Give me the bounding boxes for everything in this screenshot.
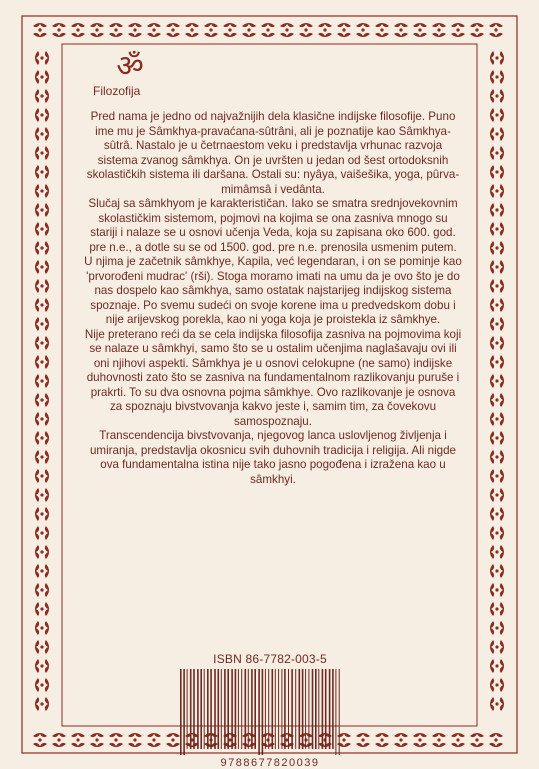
barcode-digits: 9788677820039	[220, 757, 320, 769]
isbn-label: ISBN 86-7782-003-5	[213, 652, 327, 666]
isbn-block	[174, 652, 366, 769]
description-paragraph-3: Nije preterano reći da se cela indijska filosofija zasniva na pojmovima koji se nalaze u sâmkhyi, samo što se u ostalim učenjima naglašavaju ovi ili oni njihovi aspekti. Sâmkhya je u osnovi celokupne (ne samo) indijske duhovnosti zato što se zasniva na fundamentalnom razlikovanju puruše i prakrti. To su dva osnovna pojma sâmkhye. Ovo razlikovanje je osnova za spoznaju bivstvovanja kakvo jeste i, samim tim, za čovekovu samospoznaju.	[84, 327, 462, 428]
om-icon: ॐ	[116, 49, 144, 84]
barcode	[174, 669, 366, 769]
publisher-logo	[93, 49, 160, 98]
publisher-name: Filozofija	[93, 84, 141, 98]
description-paragraph-1: Pred nama je jedno od najvažnijih dela klasične indijske filosofije. Puno ime mu je Sâmkhya-pravaćana-sûtrâni, ali je poznatije kao Sâmkhya-sûtrâ. Nastalo je u četrnaestom veku i predstavlja vrhunac razvoja sistema zvanog sâmkhya. On je uvršten u jedan od šest ortodoksnih skolastičkih sistema ili daršana. Ostali su: nyâya, vaišešika, yoga, pûrva-mimâmsâ i vedânta.	[86, 110, 460, 196]
description-paragraph-4: Transcendencija bivstvovanja, njegovog lanca uslovljenog življenja i umiranja, predstavlja okosnicu svih duhovnih tradicija i religija. Ali nigde ova fundamentalna istina nije tako jasno pogođena i izražena kao u sâmkhyi.	[89, 429, 457, 486]
description-text	[84, 110, 462, 487]
description-paragraph-2: Slučaj sa sâmkhyom je karakterističan. Iako se smatra srednjovekovnim skolastičkim sistemom, pojmovi na kojima se ona zasniva mnogo su stariji i nalaze se u osnovi učenja Veda, koja su zapisana oko 600. god. pre n.e., a dotle su se od 1500. god. pre n.e. prenosila usmenim putem. U njima je začetnik sâmkhye, Kapila, već legendaran, i on se pominje kao 'prvorođeni mudrac' (rši). Stoga moramo imati na umu da je ovo što je do nas dospelo kao sâmkhya, samo ostatak najstarijeg indijskog sistema spoznaje. Po svemu sudeći on svoje korene ima u predvedskom dobu i nije arijevskog porekla, kao ni yoga koja je proistekla iz sâmkhye.	[84, 197, 462, 326]
